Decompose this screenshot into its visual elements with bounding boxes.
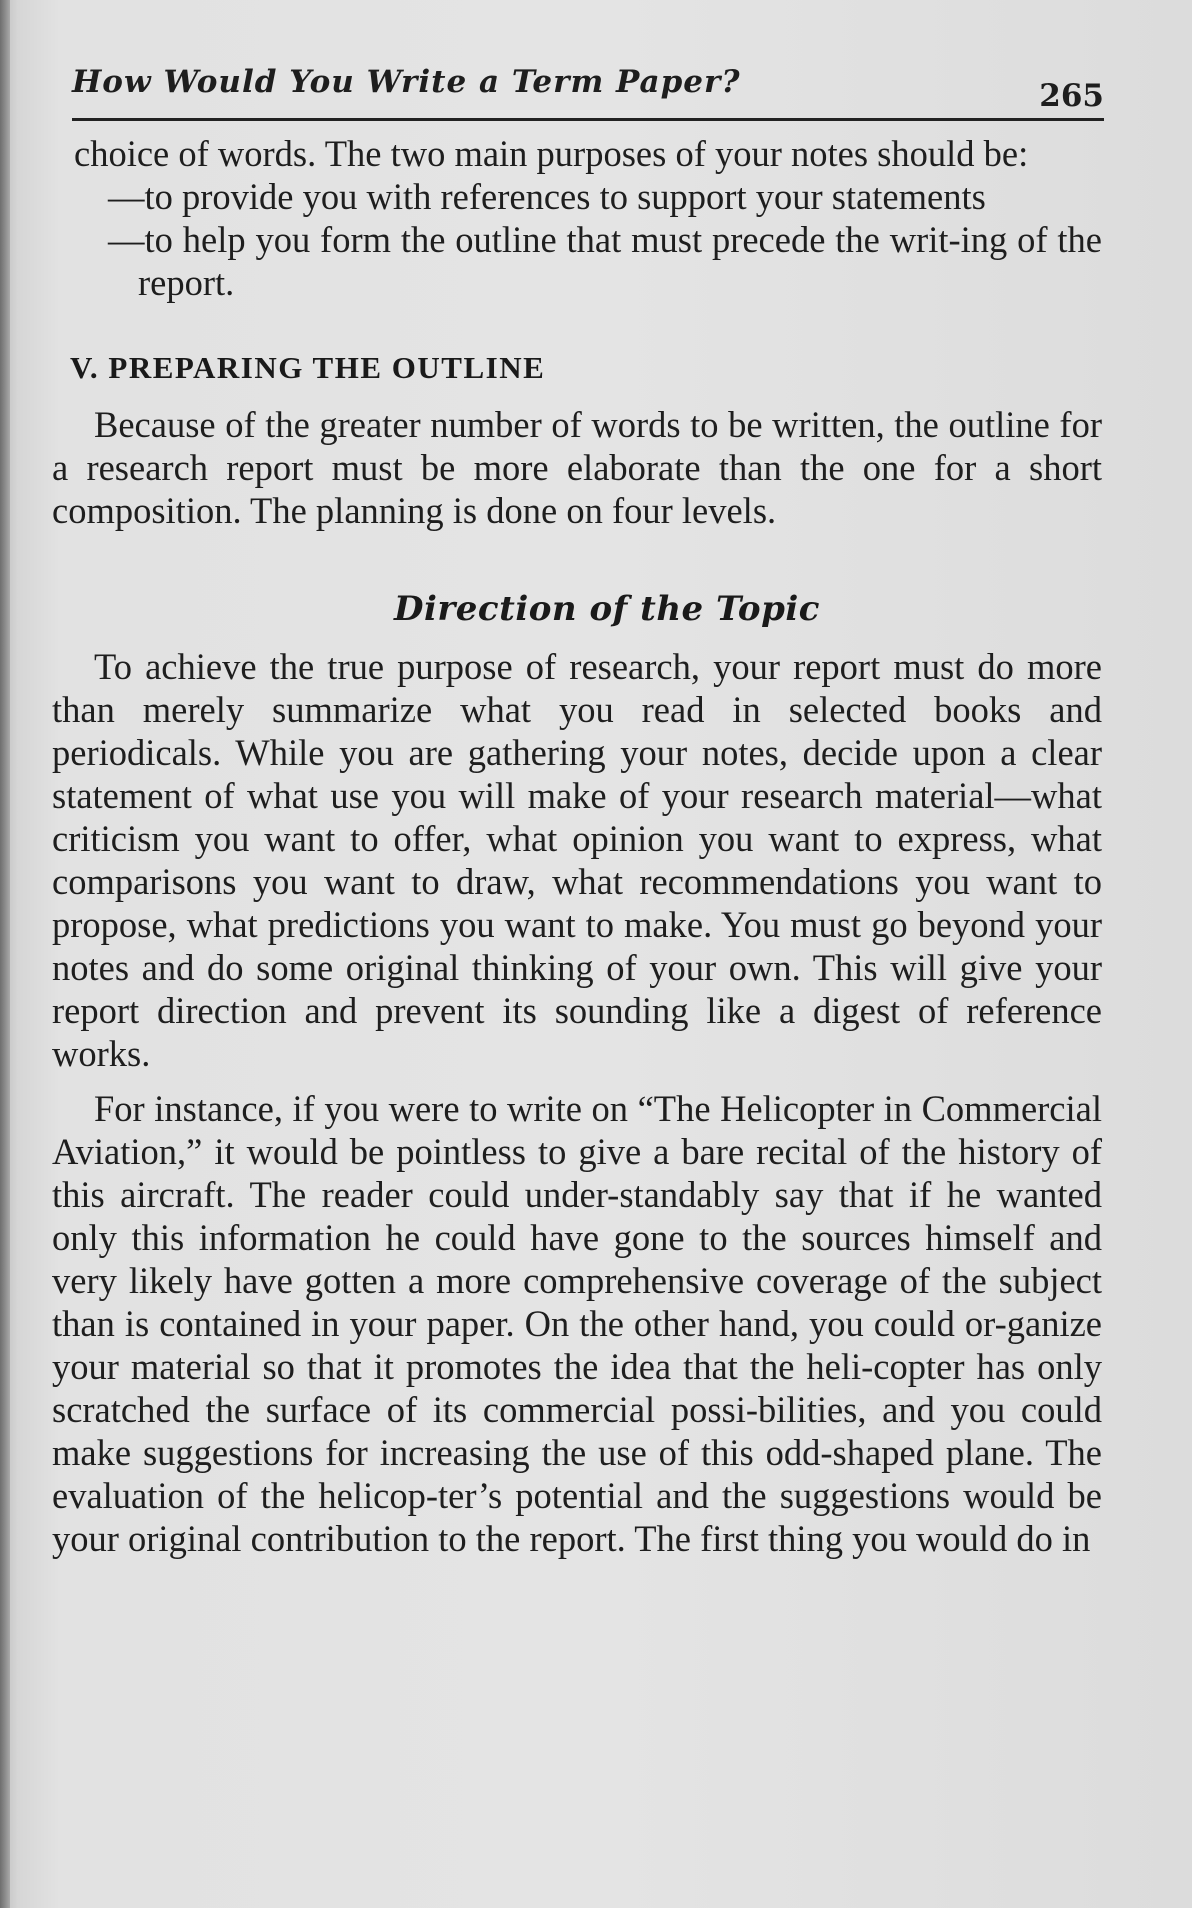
bullet-item: —to help you form the outline that must precede the writ-ing of the report. <box>108 219 1102 303</box>
body-text <box>52 132 1102 1560</box>
section-paragraph: Because of the greater number of words to be written, the outline for a research report must be more elaborate than the one for a short composition. The planning is done on four levels. <box>52 404 1102 531</box>
running-head <box>72 62 1104 121</box>
page-binding-edge <box>0 0 10 1908</box>
opening-paragraph: choice of words. The two main purposes of your notes should be: <box>74 133 1029 174</box>
page-number: 265 <box>1039 78 1104 114</box>
bullet-item: —to provide you with references to support your statements <box>108 176 986 217</box>
body-paragraph: To achieve the true purpose of research, your report must do more than merely summarize what you read in selected books and periodicals. While you are gathering your notes, decide upon a clear statement of what use you will make of your research material—what criticism you want to offer, what opinion you want to express, what comparisons you want to draw, what recommendations you want to propose, what predictions you want to make. You must go beyond your notes and do some original thinking of your own. This will give your report direction and prevent its sounding like a digest of reference works. <box>52 646 1102 1074</box>
running-title: How Would You Write a Term Paper? <box>72 64 741 100</box>
section-heading: V. PREPARING THE OUTLINE <box>70 350 546 385</box>
body-paragraph: For instance, if you were to write on “The Helicopter in Commercial Aviation,” it would be pointless to give a bare recital of the history of this aircraft. The reader could under-standably say that if he wanted only this information he could have gone to the sources himself and very likely have gotten a more comprehensive coverage of the subject than is contained in your paper. On the other hand, you could or-ganize your material so that it promotes the idea that the heli-copter has only scratched the surface of its commercial possi-bilities, and you could make suggestions for increasing the use of this odd-shaped plane. The evaluation of the helicop-ter’s potential and the suggestions would be your original contribution to the report. The first thing you would do in <box>52 1088 1102 1559</box>
subheading: Direction of the Topic <box>393 589 820 629</box>
